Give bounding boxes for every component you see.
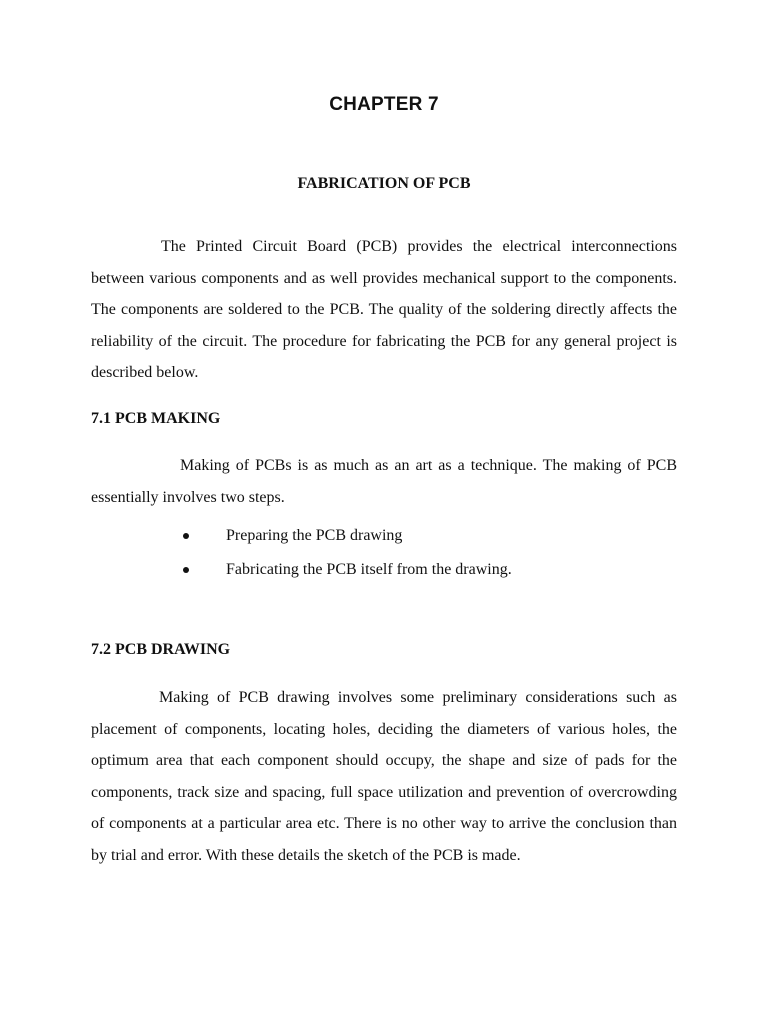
pcb-drawing-paragraph: Making of PCB drawing involves some preliminary considerations such as placement of components, locating holes, deciding the diameters of various holes, the optimum area that each component should occupy, the shape and size of pads for the components, track size and spacing, full space utilization and prevention of overcrowding of components at a particular area etc. There is no other way to arrive the conclusion than by trial and error. With these details the sketch of the PCB is made.	[91, 689, 677, 864]
steps-list	[181, 525, 512, 593]
page-title: FABRICATION OF PCB	[297, 175, 471, 192]
intro-paragraph: The Printed Circuit Board (PCB) provides the electrical interconnections between various components and as well provides mechanical support to the components. The components are soldered to the PCB. The quality of the soldering directly affects the reliability of the circuit. The procedure for fabricating the PCB for any general project is described below.	[91, 238, 677, 381]
chapter-heading: CHAPTER 7	[329, 94, 439, 115]
section-heading-pcb-drawing: 7.2 PCB DRAWING	[91, 641, 231, 658]
bullet-icon	[183, 567, 189, 573]
pcb-making-paragraph: Making of PCBs is as much as an art as a technique. The making of PCB essentially involves two steps.	[91, 457, 677, 506]
list-item	[181, 559, 512, 593]
bullet-icon	[183, 533, 189, 539]
list-item	[181, 525, 512, 559]
list-item-text: Fabricating the PCB itself from the drawing.	[226, 561, 512, 578]
section-heading-pcb-making: 7.1 PCB MAKING	[91, 410, 221, 427]
list-item-text: Preparing the PCB drawing	[226, 527, 403, 544]
